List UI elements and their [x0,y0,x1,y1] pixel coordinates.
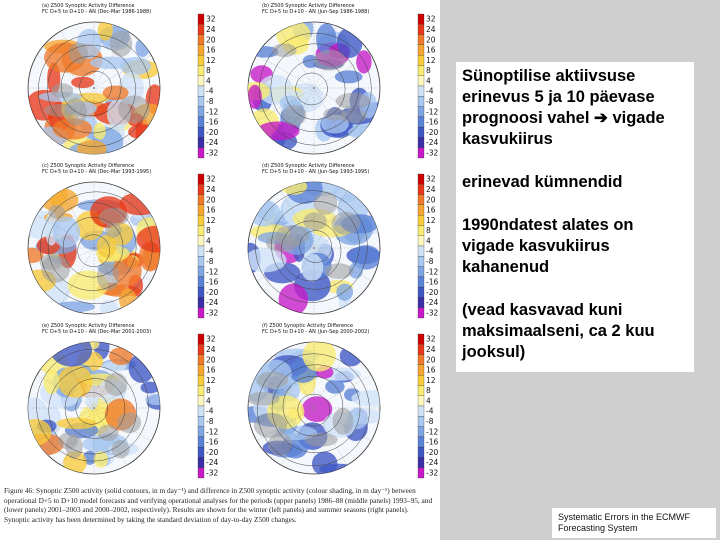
p1-text-after: vigade kasvukiirus [462,109,665,148]
colorbar-label: 20 [426,195,436,205]
colorbar-swatch [198,416,204,426]
footer-box [552,508,716,538]
colorbar-label: -16 [426,117,439,127]
shading-blob [281,178,307,194]
map-panel-b [222,0,437,160]
colorbar-swatch [418,355,424,365]
colorbar-swatch [198,117,204,127]
panel-title: (f) Z500 Synoptic Activity Difference [262,323,354,329]
land-mass [97,263,119,290]
colorbar-label: -32 [426,308,439,318]
colorbar-swatch [418,225,424,235]
colorbar-swatch [198,447,204,457]
colorbar-label: 8 [426,226,431,236]
colorbar-swatch [198,457,204,467]
colorbar-label: -4 [206,406,214,416]
colorbar-swatch [418,174,424,184]
land-mass [98,425,119,441]
colorbar-swatch [198,45,204,55]
colorbar-label: 32 [206,174,216,184]
colorbar-swatch [198,256,204,266]
colorbar-swatch [198,246,204,256]
colorbar-swatch [198,65,204,75]
colorbar-label: -8 [426,417,434,426]
colorbar-label: -32 [426,148,439,158]
arrow-right-icon: ➔ [594,109,608,127]
colorbar-swatch [198,396,204,406]
colorbar-label: -4 [426,246,434,256]
footer-line-2: Forecasting System [558,523,638,533]
colorbar-swatch [418,148,424,158]
colorbar-label: 16 [206,45,216,55]
colorbar-label: 8 [206,66,211,76]
colorbar-swatch [418,35,424,45]
colorbar-swatch [198,365,204,375]
colorbar-label: -24 [206,298,219,308]
colorbar-label: -20 [426,447,439,457]
colorbar-swatch [198,14,204,24]
land-mass [336,93,370,110]
colorbar-swatch [198,215,204,225]
colorbar-swatch [198,137,204,147]
colorbar-label: 20 [206,195,216,205]
colorbar-swatch [418,297,424,307]
colorbar-swatch [198,225,204,235]
colorbar-label: 12 [206,375,216,385]
colorbar-label: 12 [426,375,436,385]
colorbar-label: 32 [426,334,436,344]
colorbar-swatch [418,457,424,467]
colorbar-label: -16 [206,277,219,287]
colorbar-label: 4 [206,236,211,246]
shading-blob [348,126,373,138]
colorbar-swatch [198,148,204,158]
colorbar-swatch [418,14,424,24]
colorbar-label: -32 [206,468,219,478]
colorbar-label: -12 [426,427,439,437]
colorbar-label: 24 [426,25,436,34]
colorbar-label: -4 [426,86,434,96]
land-mass [323,108,346,121]
colorbar-label: -8 [206,97,214,106]
colorbar-label: 4 [206,76,211,86]
colorbar-swatch [418,334,424,344]
colorbar-swatch [198,385,204,395]
colorbar-swatch [198,344,204,354]
colorbar-swatch [198,174,204,184]
colorbar-label: 24 [426,345,436,354]
colorbar-label: -12 [426,107,439,117]
colorbar-label: 32 [206,14,216,24]
colorbar-swatch [418,375,424,385]
colorbar-swatch [418,86,424,96]
colorbar-swatch [418,256,424,266]
panel-subtitle: FC D+5 to D+10 - AN (Dec-Mar 1993-1995) [42,169,152,175]
panel-subtitle: FC D+5 to D+10 - AN (Dec-Mar 2001-2003) [42,329,152,335]
land-mass [117,412,141,433]
colorbar-label: 32 [426,14,436,24]
land-mass [48,205,64,219]
map-panel-f [222,320,437,480]
colorbar-swatch [198,86,204,96]
figure-caption: Figure 46: Synoptic Z500 activity (solid contours, in m day⁻¹) and difference in Z500 synoptic activity (colour shading, in m day⁻¹) between operational D+5 to D+10 model forecasts and verifying operational analyses for the periods (upper panels) 1986–88 (middle panels) 1993–95, and (lower panels) 2001–2003 and 2000–2002, respectively). Results are shown for the winter (left panels) and summer seasons (right panels). Synoptic activity has been determined by taking the standard deviation of day-to-day Z500 changes. [4,486,433,524]
shading-blob [351,390,390,406]
land-mass [105,372,128,396]
colorbar-label: -16 [426,437,439,447]
colorbar-swatch [418,277,424,287]
colorbar-label: -16 [206,117,219,127]
colorbar-label: 4 [426,236,431,246]
colorbar-label: -24 [206,138,219,148]
colorbar-swatch [198,236,204,246]
colorbar-label: 24 [426,185,436,194]
colorbar-swatch [198,308,204,318]
colorbar-swatch [198,427,204,437]
colorbar-label: 8 [206,386,211,396]
colorbar-swatch [418,195,424,205]
colorbar-label: -16 [426,277,439,287]
colorbar-label: 20 [206,355,216,365]
colorbar-swatch [198,277,204,287]
land-mass [256,371,288,388]
land-mass [303,212,327,230]
land-mass [268,433,292,456]
panel-title: (b) Z500 Synoptic Activity Difference [262,3,355,9]
colorbar-label: -32 [426,468,439,478]
colorbar-swatch [418,76,424,86]
colorbar-label: 16 [426,365,436,375]
colorbar-label: 16 [206,205,216,215]
paragraph-error-growth: (vead kasvavad kuni maksimaalseni, ca 2 kuu jooksul) [462,301,655,361]
shading-blob [325,379,344,393]
colorbar-label: 24 [206,345,216,354]
land-mass [282,105,306,126]
colorbar-label: -20 [206,447,219,457]
colorbar-label: -20 [426,127,439,137]
panel-title: (c) Z500 Synoptic Activity Difference [42,163,135,169]
colorbar-label: 12 [206,55,216,65]
colorbar-label: 20 [206,35,216,45]
colorbar-swatch [198,96,204,106]
colorbar-label: -8 [206,257,214,266]
panel-subtitle: FC D+5 to D+10 - AN (Jun-Sep 1986-1988) [262,9,370,15]
colorbar-swatch [198,195,204,205]
colorbar-label: -4 [426,406,434,416]
colorbar-swatch [418,365,424,375]
panel-subtitle: FC D+5 to D+10 - AN (Dec-Mar 1986-1988) [42,9,152,15]
paragraph-synoptic-activity [462,66,688,150]
shading-blob [145,394,172,406]
colorbar-swatch [418,406,424,416]
colorbar-swatch [418,287,424,297]
colorbar-label: -20 [206,287,219,297]
colorbar-swatch [198,468,204,478]
colorbar-label: 8 [206,226,211,236]
colorbar-label: -12 [206,107,219,117]
colorbar-swatch [418,205,424,215]
colorbar-swatch [198,76,204,86]
colorbar-swatch [198,127,204,137]
panel-title: (e) Z500 Synoptic Activity Difference [42,323,135,329]
shading-blob [109,347,133,365]
colorbar-label: 16 [426,45,436,55]
colorbar-swatch [198,35,204,45]
shading-blob [141,382,160,394]
shading-blob [135,38,149,57]
colorbar-swatch [198,24,204,34]
colorbar-label: -12 [426,267,439,277]
colorbar-label: -32 [206,308,219,318]
colorbar-label: -8 [426,257,434,266]
colorbar-swatch [418,236,424,246]
shading-blob [119,288,137,311]
colorbar-swatch [198,406,204,416]
colorbar-label: -32 [206,148,219,158]
panel-subtitle: FC D+5 to D+10 - AN (Jun-Sep 1993-1995) [262,169,370,175]
colorbar-label: 4 [426,396,431,406]
colorbar-swatch [418,396,424,406]
colorbar-label: -4 [206,86,214,96]
colorbar-swatch [418,107,424,117]
land-mass [314,50,346,71]
colorbar-swatch [418,437,424,447]
panel-title: (d) Z500 Synoptic Activity Difference [262,163,355,169]
colorbar-swatch [418,215,424,225]
colorbar-label: 12 [206,215,216,225]
colorbar-label: 16 [206,365,216,375]
shading-blob [57,418,97,429]
land-mass [333,408,354,435]
shading-blob [258,201,275,221]
colorbar-label: -4 [206,246,214,256]
colorbar-label: 20 [426,355,436,365]
colorbar-swatch [198,355,204,365]
colorbar-swatch [198,287,204,297]
colorbar-swatch [418,65,424,75]
colorbar-label: 32 [206,334,216,344]
colorbar-swatch [418,127,424,137]
colorbar-label: 12 [426,55,436,65]
colorbar-swatch [198,184,204,194]
colorbar-label: 20 [426,35,436,45]
shading-blob [20,419,52,446]
colorbar-label: -24 [426,298,439,308]
colorbar-label: 32 [426,174,436,184]
colorbar-swatch [418,308,424,318]
p1-text: Sünoptilise aktiivsuse erinevus 5 ja 10 päevase prognoosi vahel [462,67,655,127]
colorbar-swatch [198,437,204,447]
colorbar-label: -24 [206,458,219,468]
colorbar-swatch [198,375,204,385]
land-mass [64,98,87,126]
panel-title: (a) Z500 Synoptic Activity Difference [42,3,135,9]
colorbar-label: 8 [426,66,431,76]
text-box [456,62,694,372]
colorbar-label: 24 [206,185,216,194]
colorbar-label: -20 [206,127,219,137]
land-mass [272,43,297,57]
colorbar-label: -20 [426,287,439,297]
shading-blob [44,369,60,394]
shading-blob [340,346,363,367]
land-mass [110,30,133,56]
land-mass [331,212,360,235]
land-mass [40,254,63,270]
colorbar-label: 16 [426,205,436,215]
map-panel-e [2,320,217,480]
colorbar-swatch [418,45,424,55]
map-panel-a [2,0,217,160]
colorbar-swatch [418,117,424,127]
colorbar-label: 4 [426,76,431,86]
colorbar-swatch [418,246,424,256]
colorbar-label: -24 [426,138,439,148]
colorbar-swatch [198,205,204,215]
land-mass [325,263,353,279]
colorbar-swatch [418,267,424,277]
colorbar-swatch [418,416,424,426]
colorbar-swatch [418,137,424,147]
colorbar-label: -12 [206,267,219,277]
map-panel-c [2,160,217,320]
shading-blob [136,226,177,253]
shading-blob [336,284,353,301]
colorbar-label: 24 [206,25,216,34]
panel-subtitle: FC D+5 to D+10 - AN (Jun-Sep 2000-2002) [262,329,370,335]
footer-line-1: Systematic Errors in the ECMWF [558,512,691,522]
colorbar-label: 8 [426,386,431,396]
colorbar-label: -24 [426,458,439,468]
land-mass [51,83,73,98]
colorbar-swatch [198,107,204,117]
colorbar-label: -8 [206,417,214,426]
colorbar-swatch [198,334,204,344]
shading-blob [77,140,107,158]
colorbar-swatch [418,385,424,395]
colorbar-swatch [418,427,424,437]
map-panel-d [222,160,437,320]
colorbar-swatch [418,468,424,478]
paragraph-1990s: 1990ndatest alates on vigade kasvukiirus kahanenud [462,216,634,276]
colorbar-swatch [198,267,204,277]
colorbar-swatch [198,55,204,65]
shading-blob [53,216,81,247]
colorbar-label: -8 [426,97,434,106]
colorbar-swatch [418,344,424,354]
colorbar-swatch [418,447,424,457]
colorbar-label: -12 [206,427,219,437]
colorbar-label: 4 [206,396,211,406]
paragraph-decades: erinevad kümnendid [462,173,623,191]
colorbar-swatch [198,297,204,307]
colorbar-label: 12 [426,215,436,225]
colorbar-swatch [418,184,424,194]
colorbar-label: -16 [206,437,219,447]
colorbar-swatch [418,55,424,65]
colorbar-swatch [418,24,424,34]
colorbar-swatch [418,96,424,106]
